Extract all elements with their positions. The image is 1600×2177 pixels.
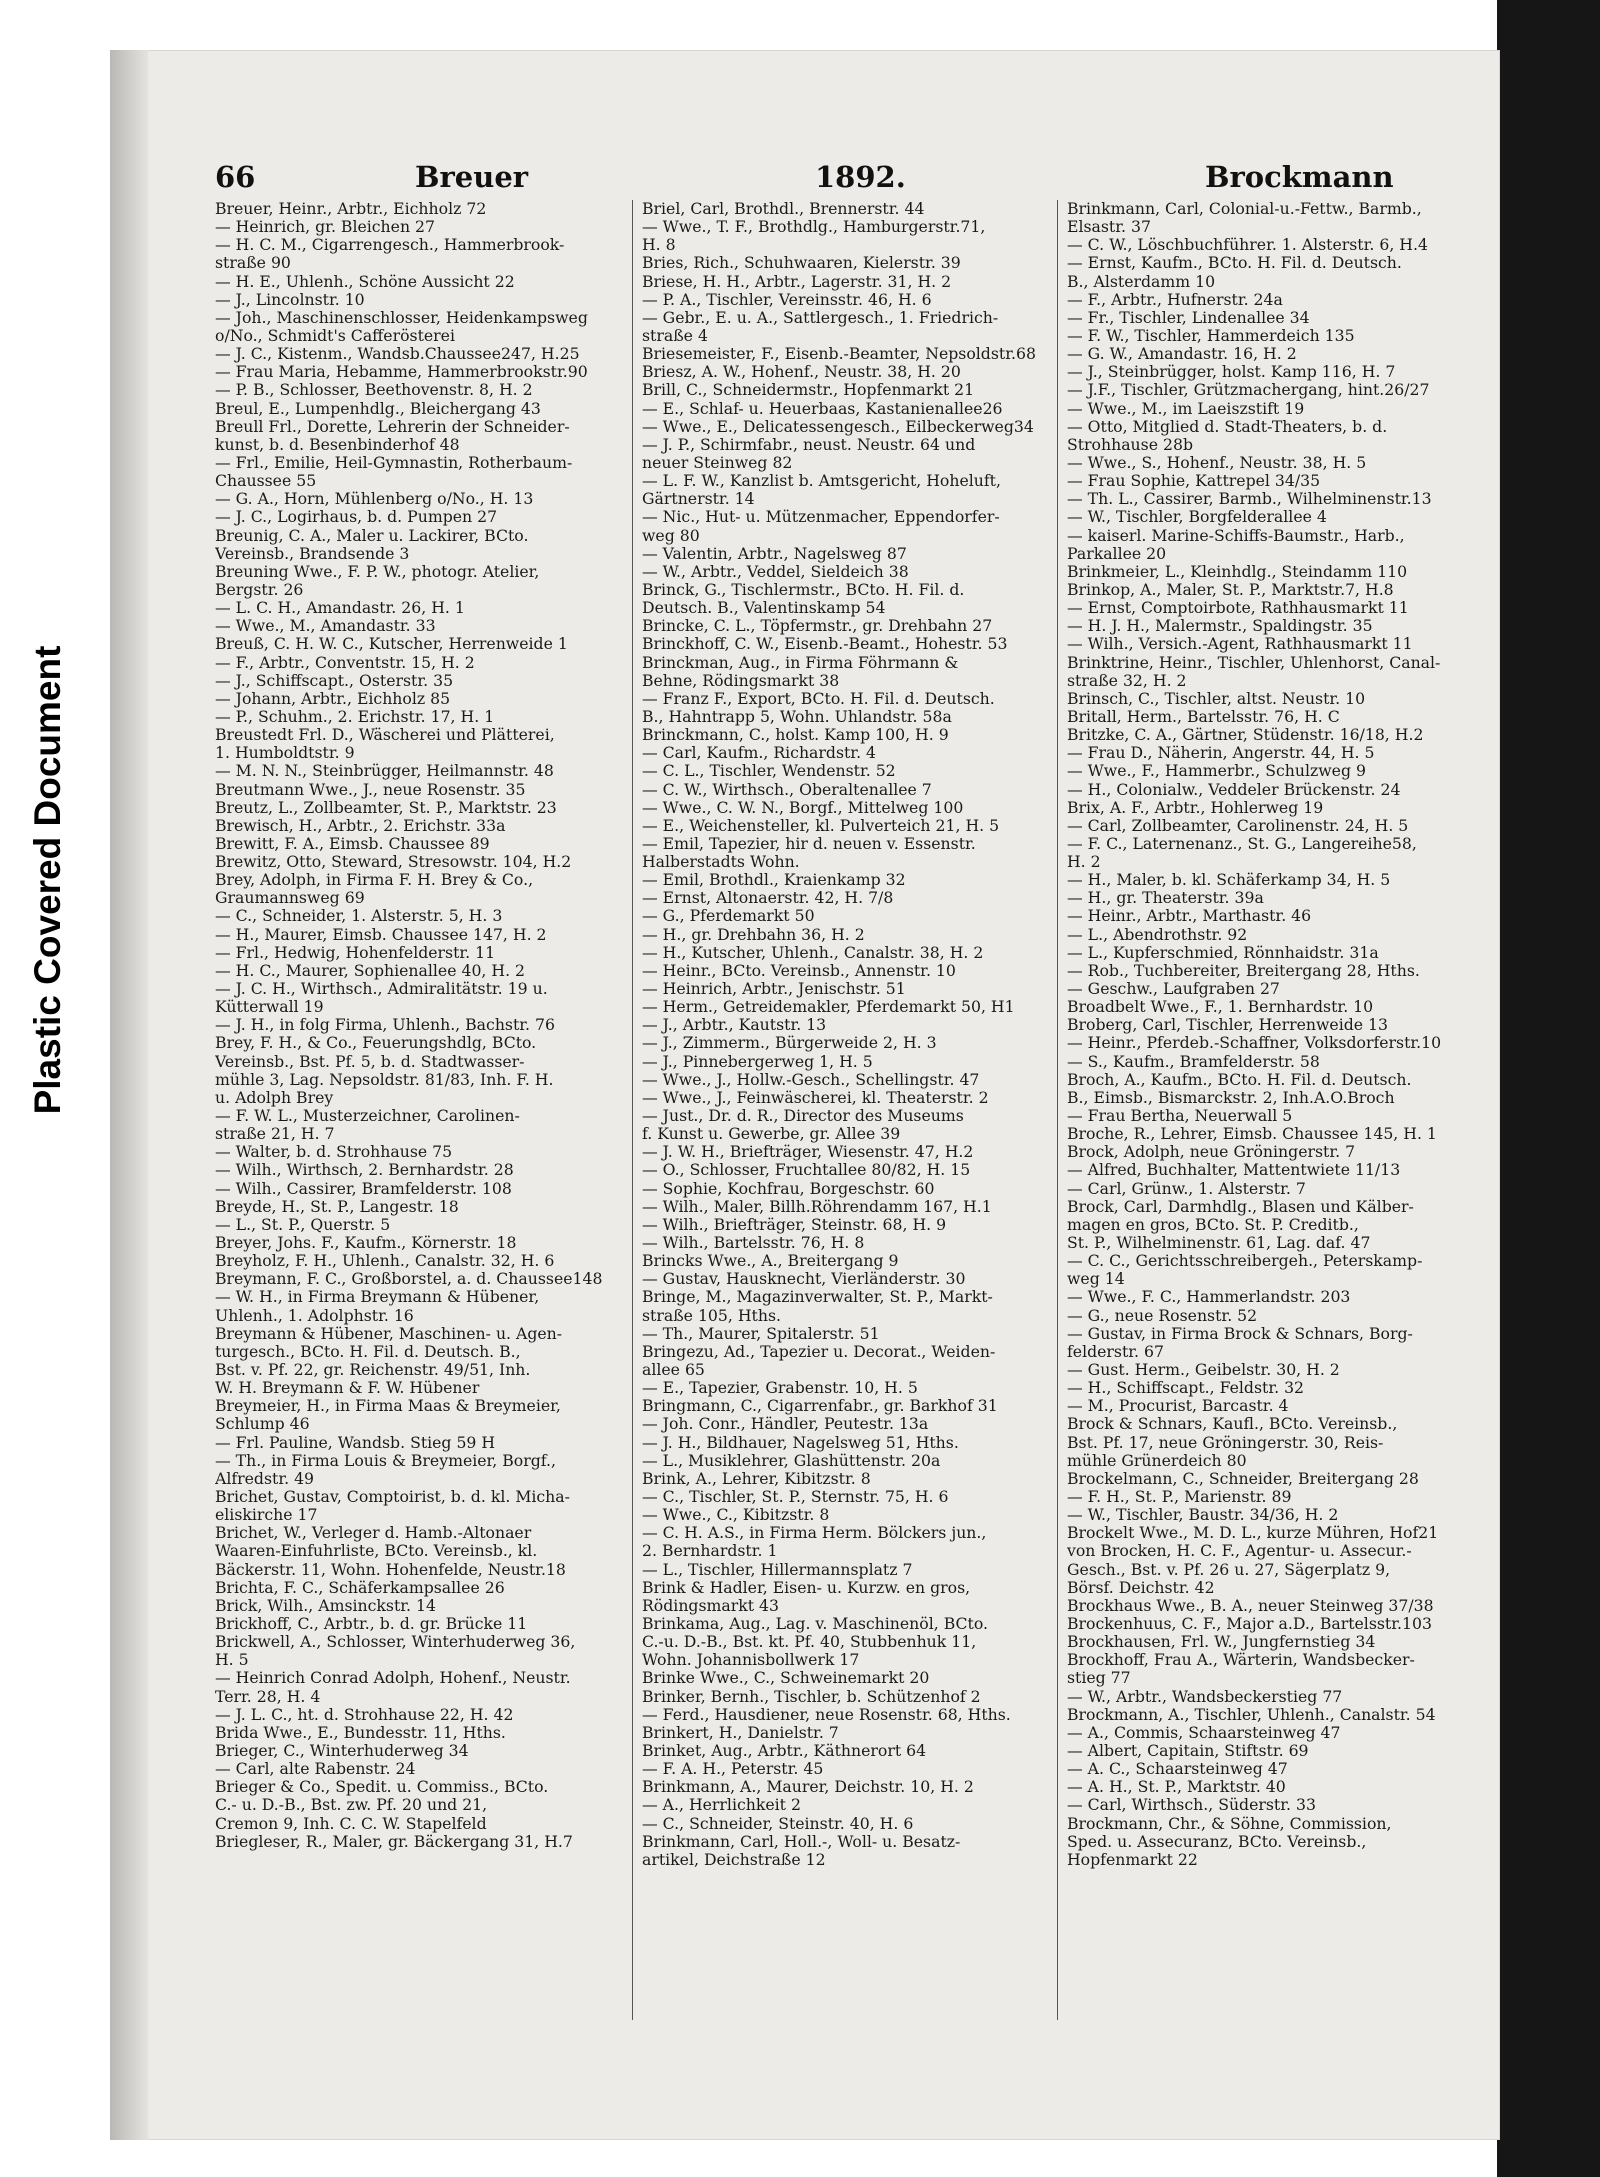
directory-entry-line: — L., St. P., Querstr. 5 — [215, 1214, 391, 1234]
directory-entry-line: Britzke, C. A., Gärtner, Stüdenstr. 16/18, H.2 — [1067, 725, 1424, 745]
directory-entry-line: — Gustav, in Firma Brock & Schnars, Borg- — [1067, 1323, 1413, 1343]
directory-entry-line: — Th., Maurer, Spitalerstr. 51 — [642, 1323, 880, 1343]
directory-entry-line: — Wilh., Maler, Billh.Röhrendamm 167, H.1 — [642, 1196, 992, 1216]
column-divider — [1057, 200, 1058, 2020]
directory-entry-line: — J., Steinbrügger, holst. Kamp 116, H. 7 — [1067, 362, 1396, 382]
directory-entry-line: — M. N. N., Steinbrügger, Heilmannstr. 48 — [215, 761, 554, 781]
directory-column-1 — [215, 200, 615, 2060]
directory-entry-line: — L. F. W., Kanzlist b. Amtsgericht, Hoheluft, — [642, 471, 1001, 491]
directory-entry-line: — Wilh., Wirthsch, 2. Bernhardstr. 28 — [215, 1160, 514, 1180]
directory-entry-line: — J., Arbtr., Kautstr. 13 — [642, 1015, 827, 1035]
directory-entry-line: turgesch., BCto. H. Fil. d. Deutsch. B., — [215, 1341, 521, 1361]
directory-entry-line: Brey, F. H., & Co., Feuerungshdlg, BCto. — [215, 1033, 537, 1053]
directory-entry-line: — Wwe., J., Hollw.-Gesch., Schellingstr. 47 — [642, 1069, 980, 1089]
directory-entry-line: Breul, E., Lumpenhdlg., Bleichergang 43 — [215, 398, 541, 418]
directory-entry-line: Wohn. Johannisbollwerk 17 — [642, 1650, 860, 1670]
directory-entry-line: — H., Maler, b. kl. Schäferkamp 34, H. 5 — [1067, 870, 1391, 890]
directory-entry-line: Behne, Rödingsmarkt 38 — [642, 670, 840, 690]
directory-entry-line: Bringe, M., Magazinverwalter, St. P., Markt- — [642, 1287, 993, 1307]
directory-entry-line: — Heinr., BCto. Vereinsb., Annenstr. 10 — [642, 960, 956, 980]
directory-entry-line: — Rob., Tuchbereiter, Breitergang 28, Hths. — [1067, 960, 1420, 980]
directory-entry-line: — J. W. H., Briefträger, Wiesenstr. 47, H.2 — [642, 1142, 974, 1162]
directory-entry-line: — J. L. C., ht. d. Strohhause 22, H. 42 — [215, 1704, 514, 1724]
directory-entry-line: Schlump 46 — [215, 1414, 310, 1434]
directory-entry-line: Brink & Hadler, Eisen- u. Kurzw. en gros, — [642, 1577, 971, 1597]
directory-entry-line: Halberstadts Wohn. — [642, 852, 800, 872]
directory-entry-line: — A. C., Schaarsteinweg 47 — [1067, 1759, 1288, 1779]
directory-entry-line: Breuß, C. H. W. C., Kutscher, Herrenweide 1 — [215, 634, 568, 654]
directory-entry-line: Brieger & Co., Spedit. u. Commiss., BCto. — [215, 1777, 549, 1797]
directory-entry-line: Waaren-Einfuhrliste, BCto. Vereinsb., kl. — [215, 1541, 538, 1561]
right-catchword: Brockmann — [1205, 160, 1394, 194]
directory-entry-line: — F., Arbtr., Conventstr. 15, H. 2 — [215, 652, 475, 672]
directory-entry-line: — Gust. Herm., Geibelstr. 30, H. 2 — [1067, 1360, 1340, 1379]
directory-entry-line: Breyde, H., St. P., Langestr. 18 — [215, 1196, 459, 1216]
directory-entry-line: — Frau Bertha, Neuerwall 5 — [1067, 1106, 1293, 1126]
directory-entry-line: — Gustav, Hausknecht, Vierländerstr. 30 — [642, 1269, 966, 1289]
directory-entry-line: 2. Bernhardstr. 1 — [642, 1541, 778, 1561]
directory-entry-line: — Fr., Tischler, Lindenallee 34 — [1067, 307, 1310, 327]
directory-entry-line: Terr. 28, H. 4 — [215, 1686, 321, 1706]
directory-entry-line: Brinkmeier, L., Kleinhdlg., Steindamm 110 — [1067, 561, 1408, 581]
directory-entry-line: straße 21, H. 7 — [215, 1124, 335, 1144]
directory-entry-line: — Nic., Hut- u. Mützenmacher, Eppendorfer- — [642, 507, 1000, 527]
directory-entry-line: — J. C. H., Wirthsch., Admiralitätstr. 19 u. — [215, 979, 548, 999]
directory-entry-line: — P., Schuhm., 2. Erichstr. 17, H. 1 — [215, 706, 495, 726]
directory-entry-line: H. 8 — [642, 235, 676, 255]
directory-entry-line: — Joh., Maschinenschlosser, Heidenkampsweg — [215, 307, 588, 327]
directory-entry-line: eliskirche 17 — [215, 1505, 318, 1525]
directory-entry-line: — Gebr., E. u. A., Sattlergesch., 1. Friedrich- — [642, 307, 999, 327]
directory-entry-line: Breunig, C. A., Maler u. Lackirer, BCto. — [215, 525, 529, 545]
directory-entry-line: kunst, b. d. Besenbinderhof 48 — [215, 434, 460, 454]
directory-entry-line: Brickwell, A., Schlosser, Winterhuderweg 36, — [215, 1632, 576, 1652]
directory-entry-line: — Franz F., Export, BCto. H. Fil. d. Deutsch. — [642, 688, 995, 708]
directory-entry-line: — J. H., Bildhauer, Nagelsweg 51, Hths. — [642, 1432, 959, 1452]
directory-entry-line: — W., Arbtr., Wandsbeckerstieg 77 — [1067, 1686, 1343, 1706]
directory-entry-line: — Wwe., M., Amandastr. 33 — [215, 616, 436, 636]
directory-entry-line: u. Adolph Brey — [215, 1087, 334, 1107]
page-number: 66 — [215, 160, 256, 194]
directory-entry-line: H. 5 — [215, 1650, 249, 1670]
directory-entry-line: — C. W., Löschbuchführer. 1. Alsterstr. 6, H.4 — [1067, 235, 1428, 255]
directory-entry-line: Briesz, A. W., Hohenf., Neustr. 38, H. 20 — [642, 362, 961, 382]
directory-entry-line: Brichta, F. C., Schäferkampsallee 26 — [215, 1577, 505, 1597]
directory-entry-line: — G., Pferdemarkt 50 — [642, 906, 815, 926]
directory-entry-line: Briel, Carl, Brothdl., Brennerstr. 44 — [642, 200, 925, 218]
directory-entry-line: — F. W., Tischler, Hammerdeich 135 — [1067, 325, 1355, 345]
directory-entry-line: C.- u. D.-B., Bst. zw. Pf. 20 und 21, — [215, 1795, 488, 1815]
directory-entry-line: Brinket, Aug., Arbtr., Käthnerort 64 — [642, 1740, 927, 1760]
directory-entry-line: Breyer, Johs. F., Kaufm., Körnerstr. 18 — [215, 1233, 517, 1253]
page-header — [215, 160, 1394, 200]
directory-entry-line: — L., Kupferschmied, Rönnhaidstr. 31a — [1067, 942, 1379, 962]
directory-entry-line: Brill, C., Schneidermstr., Hopfenmarkt 21 — [642, 380, 975, 400]
directory-entry-line: Brinktrine, Heinr., Tischler, Uhlenhorst, Canal- — [1067, 652, 1441, 672]
directory-entry-line: — G. A., Horn, Mühlenberg o/No., H. 13 — [215, 489, 534, 509]
directory-entry-line: Börsf. Deichstr. 42 — [1067, 1577, 1215, 1597]
directory-entry-line: Brockelmann, C., Schneider, Breitergang 28 — [1067, 1468, 1419, 1488]
directory-entry-line: — A., Commis, Schaarsteinweg 47 — [1067, 1722, 1341, 1742]
directory-entry-line: Brockelt Wwe., M. D. L., kurze Mühren, Hof21 — [1067, 1523, 1439, 1543]
directory-entry-line: — W., Tischler, Borgfelderallee 4 — [1067, 507, 1327, 527]
directory-entry-line: Brock, Carl, Darmhdlg., Blasen und Kälber- — [1067, 1196, 1414, 1216]
directory-entry-line: Brickhoff, C., Arbtr., b. d. gr. Brücke 11 — [215, 1613, 528, 1633]
directory-entry-line: Brinkmann, Carl, Holl.-, Woll- u. Besatz- — [642, 1831, 961, 1851]
directory-entry-line: — Wwe., J., Feinwäscherei, kl. Theaterstr. 2 — [642, 1087, 989, 1107]
directory-entry-line: B., Hahntrapp 5, Wohn. Uhlandstr. 58a — [642, 706, 952, 726]
directory-entry-line: Brincks Wwe., A., Breitergang 9 — [642, 1251, 899, 1271]
directory-entry-line: — C., Schneider, Steinstr. 40, H. 6 — [642, 1813, 914, 1833]
directory-entry-line: — L., Musiklehrer, Glashüttenstr. 20a — [642, 1450, 941, 1470]
directory-entry-line: Breymann, F. C., Großborstel, a. d. Chaussee148 — [215, 1269, 603, 1289]
directory-entry-line: Bst. Pf. 17, neue Gröningerstr. 30, Reis- — [1067, 1432, 1384, 1452]
directory-entry-line: W. H. Breymann & F. W. Hübener — [215, 1378, 480, 1398]
directory-entry-line: — Carl, alte Rabenstr. 24 — [215, 1759, 416, 1779]
page-binding-shadow — [110, 50, 148, 2140]
directory-entry-line: Brink, A., Lehrer, Kibitzstr. 8 — [642, 1468, 871, 1488]
directory-entry-line: — P. B., Schlosser, Beethovenstr. 8, H. 2 — [215, 380, 533, 400]
directory-entry-line: — W., Arbtr., Veddel, Sieldeich 38 — [642, 561, 909, 581]
directory-entry-line: — Emil, Brothdl., Kraienkamp 32 — [642, 870, 906, 890]
directory-entry-line: — Walter, b. d. Strohhause 75 — [215, 1142, 453, 1162]
directory-entry-line: straße 105, Hths. — [642, 1305, 781, 1325]
directory-entry-line: Brieger, C., Winterhuderweg 34 — [215, 1740, 469, 1760]
directory-entry-line: Broadbelt Wwe., F., 1. Bernhardstr. 10 — [1067, 997, 1374, 1017]
directory-entry-line: — Wwe., S., Hohenf., Neustr. 38, H. 5 — [1067, 452, 1367, 472]
directory-entry-line: — Heinrich, gr. Bleichen 27 — [215, 217, 435, 237]
directory-entry-line: — H. E., Uhlenh., Schöne Aussicht 22 — [215, 271, 515, 291]
directory-entry-line: C.-u. D.-B., Bst. kt. Pf. 40, Stubbenhuk 11, — [642, 1632, 977, 1652]
directory-entry-line: Brinckmann, C., holst. Kamp 100, H. 9 — [642, 725, 949, 745]
directory-entry-line: — Wwe., E., Delicatessengesch., Eilbeckerweg34 — [642, 416, 1034, 436]
directory-entry-line: Breymann & Hübener, Maschinen- u. Agen- — [215, 1323, 563, 1343]
directory-entry-line: — Ferd., Hausdiener, neue Rosenstr. 68, Hths. — [642, 1704, 1011, 1724]
directory-entry-line: St. P., Wilhelminenstr. 61, Lag. daf. 47 — [1067, 1233, 1371, 1253]
directory-entry-line: — C. W., Wirthsch., Oberaltenallee 7 — [642, 779, 932, 799]
directory-entry-line: — C. H. A.S., in Firma Herm. Bölckers jun., — [642, 1523, 987, 1543]
directory-entry-line: Brinkert, H., Danielstr. 7 — [642, 1722, 839, 1742]
directory-entry-line: — M., Procurist, Barcastr. 4 — [1067, 1396, 1289, 1416]
directory-entry-line: mühle 3, Lag. Nepsoldstr. 81/83, Inh. F. H. — [215, 1069, 554, 1089]
directory-column-3 — [1067, 200, 1467, 2060]
directory-entry-line: — L., Tischler, Hillermannsplatz 7 — [642, 1559, 913, 1579]
directory-entry-line: — F. W. L., Musterzeichner, Carolinen- — [215, 1106, 520, 1126]
directory-entry-line: — J., Lincolnstr. 10 — [215, 289, 365, 309]
directory-entry-line: Breull Frl., Dorette, Lehrerin der Schneider- — [215, 416, 570, 436]
directory-entry-line: — Frl., Emilie, Heil-Gymnastin, Rotherbaum- — [215, 452, 573, 472]
directory-entry-line: Brichet, Gustav, Comptoirist, b. d. kl. Micha- — [215, 1486, 570, 1506]
directory-entry-line: f. Kunst u. Gewerbe, gr. Allee 39 — [642, 1124, 901, 1144]
directory-entry-line: — H. C., Maurer, Sophienallee 40, H. 2 — [215, 960, 526, 980]
directory-entry-line: Hopfenmarkt 22 — [1067, 1849, 1198, 1869]
directory-entry-line: Brinckhoff, C. W., Eisenb.-Beamt., Hohestr. 53 — [642, 634, 1008, 654]
directory-entry-line: Briegleser, R., Maler, gr. Bäckergang 31, H.7 — [215, 1831, 573, 1851]
directory-entry-line: Bringmann, C., Cigarrenfabr., gr. Barkhof 31 — [642, 1396, 998, 1416]
directory-entry-line: Bäckerstr. 11, Wohn. Hohenfelde, Neustr.18 — [215, 1559, 566, 1579]
directory-entry-line: — Wwe., F. C., Hammerlandstr. 203 — [1067, 1287, 1351, 1307]
directory-entry-line: straße 32, H. 2 — [1067, 670, 1187, 690]
directory-entry-line: Brockenhuus, C. F., Major a.D., Bartelsstr.103 — [1067, 1613, 1432, 1633]
directory-entry-line: Brewisch, H., Arbtr., 2. Erichstr. 33a — [215, 815, 506, 835]
directory-entry-line: Brewitt, F. A., Eimsb. Chaussee 89 — [215, 833, 490, 853]
directory-entry-line: Brockhaus Wwe., B. A., neuer Steinweg 37/38 — [1067, 1595, 1434, 1615]
directory-entry-line: — L. C. H., Amandastr. 26, H. 1 — [215, 598, 465, 618]
directory-entry-line: — G. W., Amandastr. 16, H. 2 — [1067, 344, 1297, 364]
directory-entry-line: — H., Colonialw., Veddeler Brückenstr. 24 — [1067, 779, 1401, 799]
directory-entry-line: Brock & Schnars, Kaufl., BCto. Vereinsb., — [1067, 1414, 1398, 1434]
directory-entry-line: — L., Abendrothstr. 92 — [1067, 924, 1248, 944]
directory-entry-line: — Wwe., F., Hammerbr., Schulzweg 9 — [1067, 761, 1366, 781]
directory-entry-line: Britall, Herm., Bartelsstr. 76, H. C — [1067, 706, 1340, 726]
directory-entry-line: — Wwe., M., im Laeiszstift 19 — [1067, 398, 1305, 418]
directory-entry-line: — Wilh., Briefträger, Steinstr. 68, H. 9 — [642, 1214, 947, 1234]
directory-entry-line: Elsastr. 37 — [1067, 217, 1151, 237]
directory-entry-line: Brix, A. F., Arbtr., Hohlerweg 19 — [1067, 797, 1324, 817]
directory-entry-line: neuer Steinweg 82 — [642, 452, 793, 472]
directory-entry-line: — A. H., St. P., Marktstr. 40 — [1067, 1777, 1286, 1797]
directory-entry-line: B., Alsterdamm 10 — [1067, 271, 1216, 291]
directory-entry-line: — Joh. Conr., Händler, Peutestr. 13a — [642, 1414, 929, 1434]
directory-entry-line: — S., Kaufm., Bramfelderstr. 58 — [1067, 1051, 1320, 1071]
directory-entry-line: Bergstr. 26 — [215, 579, 304, 599]
directory-entry-line: Brincke, C. L., Töpfermstr., gr. Drehbahn 27 — [642, 616, 993, 636]
directory-entry-line: Brockhausen, Frl. W., Jungfernstieg 34 — [1067, 1632, 1376, 1652]
directory-entry-line: Breustedt Frl. D., Wäscherei und Plätterei, — [215, 725, 555, 745]
directory-entry-line: Chaussee 55 — [215, 471, 317, 491]
directory-entry-line: — H., Kutscher, Uhlenh., Canalstr. 38, H. 2 — [642, 942, 984, 962]
directory-entry-line: — Alfred, Buchhalter, Mattentwiete 11/13 — [1067, 1160, 1401, 1180]
directory-entry-line: — J. H., in folg Firma, Uhlenh., Bachstr. 76 — [215, 1015, 555, 1035]
directory-entry-line: — Otto, Mitglied d. Stadt-Theaters, b. d. — [1067, 416, 1388, 436]
directory-entry-line: Alfredstr. 49 — [215, 1468, 315, 1488]
directory-entry-line: — E., Weichensteller, kl. Pulverteich 21, H. 5 — [642, 815, 1000, 835]
directory-entry-line: Brockmann, A., Tischler, Uhlenh., Canalstr. 54 — [1067, 1704, 1436, 1724]
directory-entry-line: — Ernst, Comptoirbote, Rathhausmarkt 11 — [1067, 598, 1409, 618]
directory-entry-line: — Carl, Wirthsch., Süderstr. 33 — [1067, 1795, 1316, 1815]
directory-entry-line: — Frl., Hedwig, Hohenfelderstr. 11 — [215, 942, 496, 962]
directory-entry-line: Brinkama, Aug., Lag. v. Maschinenöl, BCto. — [642, 1613, 988, 1633]
directory-entry-line: Broberg, Carl, Tischler, Herrenweide 13 — [1067, 1015, 1388, 1035]
directory-entry-line: Gärtnerstr. 14 — [642, 489, 755, 509]
directory-entry-line: Brinke Wwe., C., Schweinemarkt 20 — [642, 1668, 930, 1688]
directory-entry-line: B., Eimsb., Bismarckstr. 2, Inh.A.O.Broch — [1067, 1087, 1395, 1107]
plastic-covered-label — [18, 600, 78, 1160]
directory-entry-line: Breutz, L., Zollbeamter, St. P., Marktstr. 23 — [215, 797, 557, 817]
directory-entry-line: — F., Arbtr., Hufnerstr. 24a — [1067, 289, 1283, 309]
left-catchword: Breuer — [415, 160, 529, 194]
directory-entry-line: — Wilh., Cassirer, Bramfelderstr. 108 — [215, 1178, 512, 1198]
directory-entry-line: — H., Maurer, Eimsb. Chaussee 147, H. 2 — [215, 924, 547, 944]
directory-entry-line: — Geschw., Laufgraben 27 — [1067, 979, 1280, 999]
directory-entry-line: — C. C., Gerichtsschreibergeh., Peterskamp- — [1067, 1251, 1423, 1271]
directory-entry-line: weg 80 — [642, 525, 700, 545]
directory-entry-line: — E., Schlaf- u. Heuerbaas, Kastanienallee26 — [642, 398, 1003, 418]
directory-entry-line: — Wilh., Versich.-Agent, Rathhausmarkt 11 — [1067, 634, 1413, 654]
directory-entry-line: Brinsch, C., Tischler, altst. Neustr. 10 — [1067, 688, 1366, 708]
directory-entry-line: — Frau Maria, Hebamme, Hammerbrookstr.90 — [215, 362, 588, 382]
directory-entry-line: Brinker, Bernh., Tischler, b. Schützenhof 2 — [642, 1686, 981, 1706]
plastic-covered-label-text: Plastic Covered Document — [27, 645, 68, 1115]
directory-entry-line: — C. L., Tischler, Wendenstr. 52 — [642, 761, 896, 781]
directory-entry-line: magen en gros, BCto. St. P. Creditb., — [1067, 1214, 1359, 1234]
directory-entry-line: — Carl, Grünw., 1. Alsterstr. 7 — [1067, 1178, 1306, 1198]
directory-entry-line: — Sophie, Kochfrau, Borgeschstr. 60 — [642, 1178, 935, 1198]
directory-entry-line: — Th. L., Cassirer, Barmb., Wilhelminenstr.13 — [1067, 489, 1432, 509]
directory-entry-line: — Wwe., C., Kibitzstr. 8 — [642, 1505, 830, 1525]
directory-entry-line: — J. C., Logirhaus, b. d. Pumpen 27 — [215, 507, 498, 527]
directory-entry-line: Bst. v. Pf. 22, gr. Reichenstr. 49/51, Inh. — [215, 1360, 531, 1379]
directory-entry-line: — F. A. H., Peterstr. 45 — [642, 1759, 824, 1779]
year-heading: 1892. — [815, 160, 906, 194]
directory-entry-line: Parkallee 20 — [1067, 543, 1167, 563]
directory-entry-line: Breyholz, F. H., Uhlenh., Canalstr. 32, H. 6 — [215, 1251, 555, 1271]
directory-entry-line: Vereinsb., Brandsende 3 — [215, 543, 410, 563]
directory-entry-line: — W., Tischler, Baustr. 34/36, H. 2 — [1067, 1505, 1339, 1525]
directory-entry-line: — Valentin, Arbtr., Nagelsweg 87 — [642, 543, 907, 563]
scan-background-edge — [1497, 0, 1600, 2177]
directory-entry-line: — O., Schlosser, Fruchtallee 80/82, H. 15 — [642, 1160, 971, 1180]
directory-entry-line: — J., Pinnebergerweg 1, H. 5 — [642, 1051, 873, 1071]
directory-entry-line: — Frau D., Näherin, Angerstr. 44, H. 5 — [1067, 743, 1375, 763]
directory-entry-line: — H. C. M., Cigarrengesch., Hammerbrook- — [215, 235, 565, 255]
directory-entry-line: — Frl. Pauline, Wandsb. Stieg 59 H — [215, 1432, 496, 1452]
directory-entry-line: — C., Tischler, St. P., Sternstr. 75, H. 6 — [642, 1486, 949, 1506]
directory-entry-line: straße 90 — [215, 253, 291, 273]
directory-entry-line: — Emil, Tapezier, hir d. neuen v. Essenstr. — [642, 833, 976, 853]
directory-entry-line: Brey, Adolph, in Firma F. H. Brey & Co., — [215, 870, 534, 890]
column-divider — [632, 200, 633, 2020]
directory-entry-line: H. 2 — [1067, 852, 1101, 872]
directory-entry-line: — Frau Sophie, Kattrepel 34/35 — [1067, 471, 1321, 491]
directory-entry-line: 1. Humboldtstr. 9 — [215, 743, 355, 763]
directory-entry-line: Briesemeister, F., Eisenb.-Beamter, Nepsoldstr.68 — [642, 344, 1036, 364]
directory-entry-line: — W. H., in Firma Breymann & Hübener, — [215, 1287, 540, 1307]
directory-entry-line: — Just., Dr. d. R., Director des Museums — [642, 1106, 964, 1126]
directory-entry-line: Breymeier, H., in Firma Maas & Breymeier, — [215, 1396, 561, 1416]
directory-entry-line: — J., Schiffscapt., Osterstr. 35 — [215, 670, 454, 690]
directory-entry-line: Sped. u. Assecuranz, BCto. Vereinsb., — [1067, 1831, 1367, 1851]
directory-entry-line: Graumannsweg 69 — [215, 888, 365, 908]
directory-entry-line: Brida Wwe., E., Bundesstr. 11, Hths. — [215, 1722, 506, 1742]
directory-entry-line: — Wwe., C. W. N., Borgf., Mittelweg 100 — [642, 797, 964, 817]
directory-entry-line: — F. H., St. P., Marienstr. 89 — [1067, 1486, 1292, 1506]
directory-entry-line: — Ernst, Kaufm., BCto. H. Fil. d. Deutsch. — [1067, 253, 1402, 273]
directory-entry-line: Strohhause 28b — [1067, 434, 1193, 454]
directory-entry-line: Brinkmann, Carl, Colonial-u.-Fettw., Barmb., — [1067, 200, 1422, 218]
directory-entry-line: straße 4 — [642, 325, 708, 345]
directory-entry-line: — Heinrich, Arbtr., Jenischstr. 51 — [642, 979, 906, 999]
directory-entry-line: — Heinr., Pferdeb.-Schaffner, Volksdorferstr.10 — [1067, 1033, 1442, 1053]
directory-entry-line: Brockmann, Chr., & Söhne, Commission, — [1067, 1813, 1392, 1833]
directory-entry-line: — A., Herrlichkeit 2 — [642, 1795, 801, 1815]
directory-entry-line: Deutsch. B., Valentinskamp 54 — [642, 598, 886, 618]
directory-entry-line: — P. A., Tischler, Vereinsstr. 46, H. 6 — [642, 289, 932, 309]
directory-entry-line: — J.F., Tischler, Grützmachergang, hint.26/27 — [1067, 380, 1430, 400]
directory-entry-line: Bries, Rich., Schuhwaaren, Kielerstr. 39 — [642, 253, 961, 273]
directory-entry-line: — Wilh., Bartelsstr. 76, H. 8 — [642, 1233, 865, 1253]
directory-entry-line: — H., Schiffscapt., Feldstr. 32 — [1067, 1378, 1305, 1398]
directory-entry-line: Brewitz, Otto, Steward, Stresowstr. 104, H.2 — [215, 852, 572, 872]
directory-entry-line: Vereinsb., Bst. Pf. 5, b. d. Stadtwasser- — [215, 1051, 525, 1071]
directory-entry-line: Brick, Wilh., Amsinckstr. 14 — [215, 1595, 436, 1615]
directory-entry-line: — C., Schneider, 1. Alsterstr. 5, H. 3 — [215, 906, 503, 926]
directory-entry-line: — H., gr. Theaterstr. 39a — [1067, 888, 1264, 908]
directory-entry-line: Brichet, W., Verleger d. Hamb.-Altonaer — [215, 1523, 532, 1543]
directory-entry-line: Brock, Adolph, neue Gröningerstr. 7 — [1067, 1142, 1356, 1162]
directory-entry-line: Uhlenh., 1. Adolphstr. 16 — [215, 1305, 414, 1325]
directory-entry-line: artikel, Deichstraße 12 — [642, 1849, 826, 1869]
directory-entry-line: — Wwe., T. F., Brothdlg., Hamburgerstr.71, — [642, 217, 986, 237]
directory-entry-line: weg 14 — [1067, 1269, 1125, 1289]
directory-entry-line: o/No., Schmidt's Cafferösterei — [215, 325, 455, 345]
directory-entry-line: Gesch., Bst. v. Pf. 26 u. 27, Sägerplatz 9, — [1067, 1559, 1391, 1579]
directory-entry-line: — Heinrich Conrad Adolph, Hohenf., Neustr. — [215, 1668, 571, 1688]
directory-entry-line: — Johann, Arbtr., Eichholz 85 — [215, 688, 451, 708]
directory-entry-line: — E., Tapezier, Grabenstr. 10, H. 5 — [642, 1378, 918, 1398]
directory-entry-line: allee 65 — [642, 1360, 705, 1379]
directory-entry-line: — Herm., Getreidemakler, Pferdemarkt 50, H1 — [642, 997, 1015, 1017]
directory-entry-line: — H. J. H., Malermstr., Spaldingstr. 35 — [1067, 616, 1373, 636]
directory-entry-line: Cremon 9, Inh. C. C. W. Stapelfeld — [215, 1813, 487, 1833]
directory-entry-line: — J. C., Kistenm., Wandsb.Chaussee247, H.25 — [215, 344, 580, 364]
directory-entry-line: Rödingsmarkt 43 — [642, 1595, 779, 1615]
directory-entry-line: Brinkop, A., Maler, St. P., Marktstr.7, H.8 — [1067, 579, 1394, 599]
directory-entry-line: Bringezu, Ad., Tapezier u. Decorat., Weiden- — [642, 1341, 996, 1361]
directory-entry-line: von Brocken, H. C. F., Agentur- u. Assecur.- — [1067, 1541, 1412, 1561]
directory-entry-line: — G., neue Rosenstr. 52 — [1067, 1305, 1258, 1325]
directory-entry-line: Breuer, Heinr., Arbtr., Eichholz 72 — [215, 200, 487, 218]
directory-entry-line: stieg 77 — [1067, 1668, 1131, 1688]
directory-entry-line: Briese, H. H., Arbtr., Lagerstr. 31, H. 2 — [642, 271, 952, 291]
directory-entry-line: — J. P., Schirmfabr., neust. Neustr. 64 und — [642, 434, 976, 454]
directory-column-2 — [642, 200, 1042, 2060]
directory-entry-line: Breuning Wwe., F. P. W., photogr. Atelier, — [215, 561, 540, 581]
directory-entry-line: Brinck, G., Tischlermstr., BCto. H. Fil. d. — [642, 579, 965, 599]
directory-entry-line: Breutmann Wwe., J., neue Rosenstr. 35 — [215, 779, 526, 799]
directory-entry-line: — kaiserl. Marine-Schiffs-Baumstr., Harb., — [1067, 525, 1405, 545]
directory-entry-line: Broche, R., Lehrer, Eimsb. Chaussee 145, H. 1 — [1067, 1124, 1437, 1144]
directory-entry-line: Brinckman, Aug., in Firma Föhrmann & — [642, 652, 959, 672]
directory-entry-line: — Carl, Kaufm., Richardstr. 4 — [642, 743, 877, 763]
directory-entry-line: — F. C., Laternenanz., St. G., Langereihe58, — [1067, 833, 1417, 853]
directory-entry-line: — Albert, Capitain, Stiftstr. 69 — [1067, 1740, 1309, 1760]
directory-entry-line: Brockhoff, Frau A., Wärterin, Wandsbecker- — [1067, 1650, 1415, 1670]
directory-entry-line: Broch, A., Kaufm., BCto. H. Fil. d. Deutsch. — [1067, 1069, 1412, 1089]
directory-entry-line: — Carl, Zollbeamter, Carolinenstr. 24, H. 5 — [1067, 815, 1409, 835]
directory-entry-line: — Ernst, Altonaerstr. 42, H. 7/8 — [642, 888, 894, 908]
directory-entry-line: — Th., in Firma Louis & Breymeier, Borgf., — [215, 1450, 557, 1470]
directory-entry-line: Kütterwall 19 — [215, 997, 324, 1017]
directory-entry-line: Brinkmann, A., Maurer, Deichstr. 10, H. 2 — [642, 1777, 974, 1797]
directory-entry-line: felderstr. 67 — [1067, 1341, 1164, 1361]
directory-entry-line: — J., Zimmerm., Bürgerweide 2, H. 3 — [642, 1033, 937, 1053]
directory-entry-line: — Heinr., Arbtr., Marthastr. 46 — [1067, 906, 1312, 926]
directory-entry-line: mühle Grünerdeich 80 — [1067, 1450, 1247, 1470]
directory-entry-line: — H., gr. Drehbahn 36, H. 2 — [642, 924, 865, 944]
